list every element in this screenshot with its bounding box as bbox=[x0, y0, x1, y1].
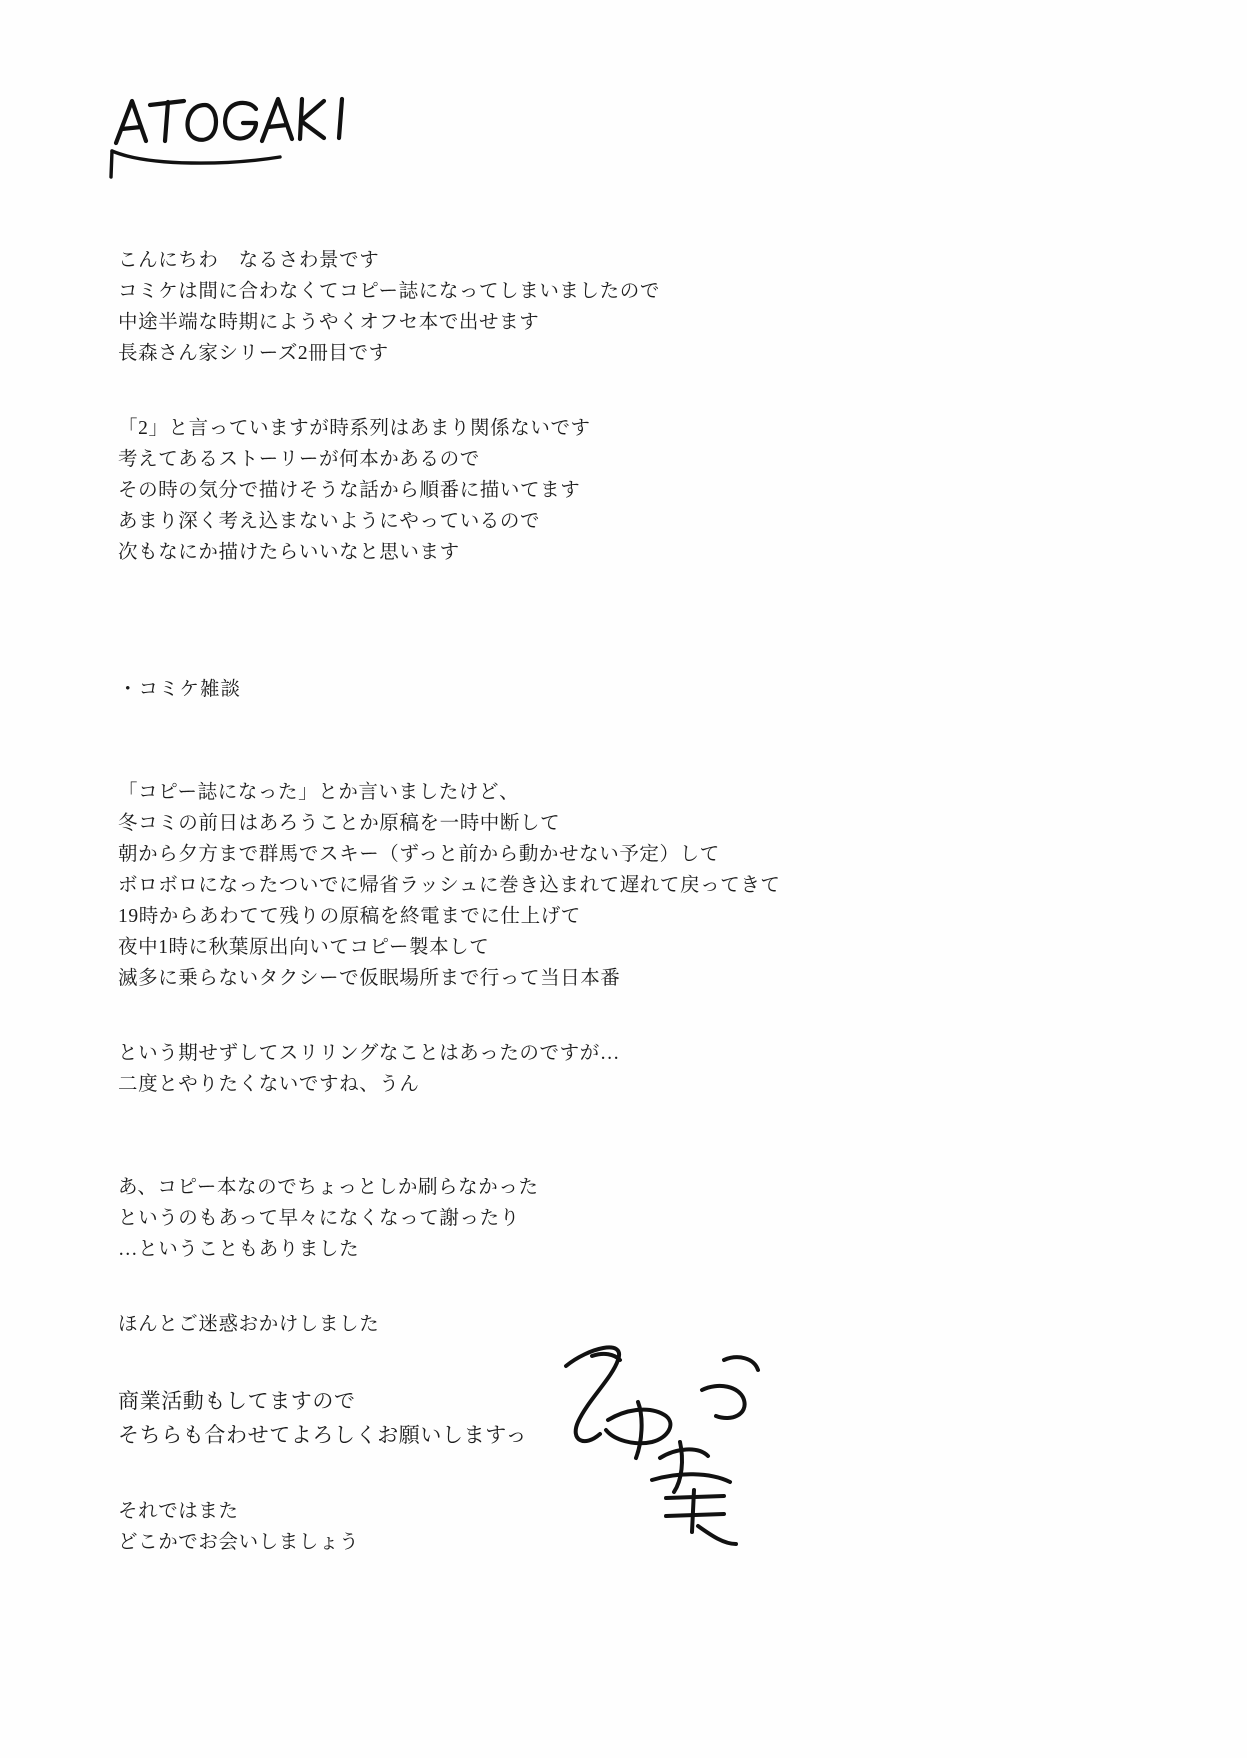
text-line: 冬コミの前日はあろうことか原稿を一時中断して bbox=[118, 813, 561, 834]
spacer bbox=[118, 1020, 1018, 1038]
text-line: 商業活動もしてますので bbox=[118, 1389, 356, 1413]
spacer bbox=[118, 594, 1018, 674]
spacer bbox=[118, 1291, 1018, 1309]
text-line: どこかでお会いしましょう bbox=[118, 1532, 360, 1553]
section-heading-comike bbox=[118, 674, 1018, 705]
text-line: 19時からあわてて残りの原稿を終電までに仕上げて bbox=[118, 906, 581, 927]
text-line: 考えてあるストーリーが何本かあるので bbox=[118, 449, 480, 470]
text-line: 二度とやりたくないですね、うん bbox=[118, 1074, 420, 1095]
text-line: あまり深く考え込まないようにやっているので bbox=[118, 511, 541, 532]
text-line: という期せずしてスリリングなことはあったのですが… bbox=[118, 1043, 620, 1064]
text-line: そちらも合わせてよろしくお願いしますっ bbox=[118, 1423, 528, 1447]
text-line: 朝から夕方まで群馬でスキー（ずっと前から動かせない予定）して bbox=[118, 844, 720, 865]
text-line: ほんとご迷惑おかけしました bbox=[118, 1314, 380, 1335]
paragraph-apology bbox=[118, 1172, 1018, 1265]
text-line: というのもあって早々になくなって謝ったり bbox=[118, 1208, 520, 1229]
author-signature bbox=[548, 1330, 788, 1550]
text-line: 中途半端な時期にようやくオフセ本で出せます bbox=[118, 312, 540, 333]
atogaki-handwriting-icon bbox=[110, 85, 430, 195]
text-line: 長森さん家シリーズ2冊目です bbox=[118, 343, 389, 364]
text-line: 滅多に乗らないタクシーで仮眠場所まで行って当日本番 bbox=[118, 968, 621, 989]
text-line: こんにちわ なるさわ景です bbox=[118, 250, 380, 271]
text-line: ボロボロになったついでに帰省ラッシュに巻き込まれて遅れて戻ってきて bbox=[118, 875, 781, 896]
paragraph-series-note bbox=[118, 413, 1018, 568]
spacer bbox=[118, 395, 1018, 413]
text-line: あ、コピー本なのでちょっとしか刷らなかった bbox=[118, 1177, 539, 1198]
text-line: それではまた bbox=[118, 1501, 239, 1522]
text-line: 「2」と言っていますが時系列はあまり関係ないです bbox=[118, 418, 591, 439]
text-line: 夜中1時に秋葉原出向いてコピー製本して bbox=[118, 937, 490, 958]
text-line: 次もなにか描けたらいいなと思います bbox=[118, 542, 460, 563]
spacer bbox=[118, 731, 1018, 777]
page-title bbox=[110, 85, 430, 195]
spacer bbox=[118, 1126, 1018, 1172]
text-line: …ということもありました bbox=[118, 1239, 360, 1260]
signature-brush-icon bbox=[548, 1330, 788, 1550]
paragraph-intro bbox=[118, 245, 1018, 369]
text-line: ・コミケ雑談 bbox=[118, 679, 242, 700]
paragraph-comike-story bbox=[118, 777, 1018, 994]
paragraph-thrilling bbox=[118, 1038, 1018, 1100]
text-line: その時の気分で描けそうな話から順番に描いてます bbox=[118, 480, 581, 501]
text-line: コミケは間に合わなくてコピー誌になってしまいましたので bbox=[118, 281, 660, 302]
text-line: 「コピー誌になった」とか言いましたけど、 bbox=[118, 782, 520, 803]
